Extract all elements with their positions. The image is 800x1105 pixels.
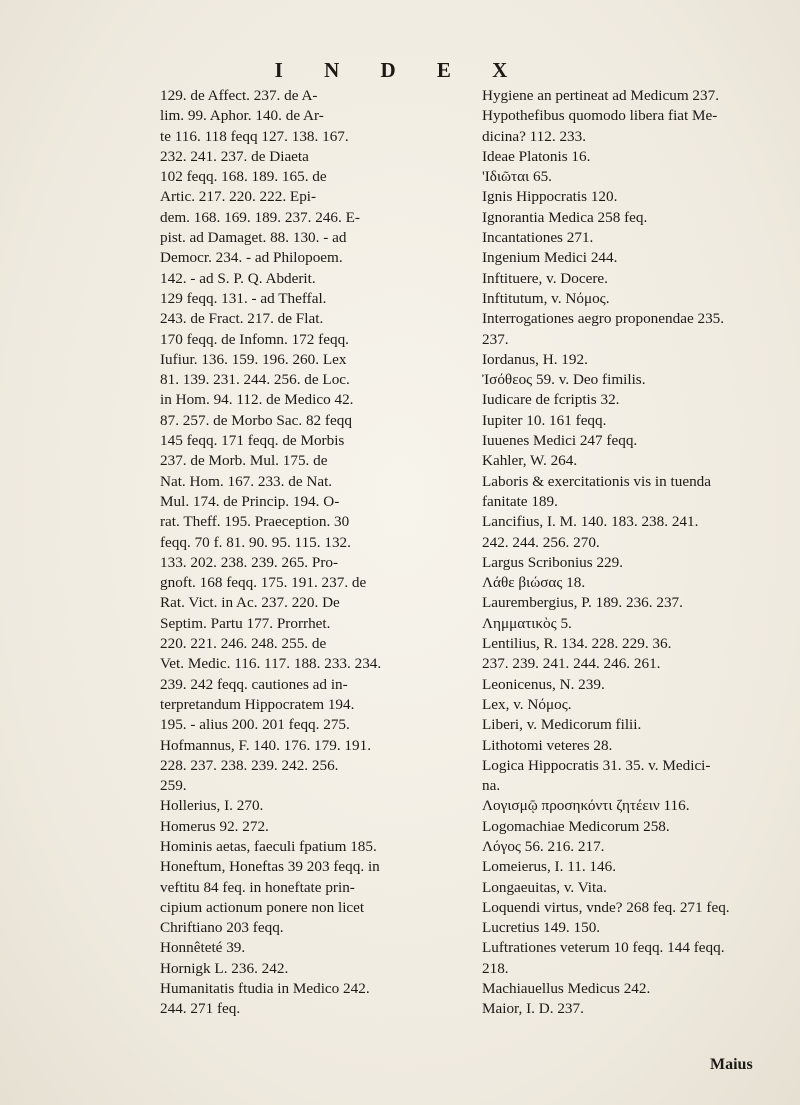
- index-line: dicina? 112. 233.: [482, 127, 587, 145]
- index-line: Λόγος 56. 216. 217.: [482, 837, 605, 855]
- index-line: 170 feqq. de Infomn. 172 feqq.: [160, 330, 349, 348]
- index-line: 129. de Affect. 237. de A-: [160, 87, 318, 104]
- index-line: 81. 139. 231. 244. 256. de Loc.: [160, 371, 350, 389]
- index-line: Λάθε βιώσας 18.: [482, 574, 586, 592]
- index-line: Hypothefibus quomodo libera fiat Me-: [482, 107, 718, 125]
- index-line: Liberi, v. Medicorum filii.: [482, 716, 642, 734]
- index-line: Hollerius, I. 270.: [160, 797, 264, 815]
- index-line: 133. 202. 238. 239. 265. Pro-: [160, 553, 339, 571]
- index-line: Lentilius, R. 134. 228. 229. 36.: [482, 635, 672, 653]
- index-line: Ideae Platonis 16.: [482, 147, 591, 165]
- index-line: 'Iδιῶται 65.: [482, 168, 552, 186]
- index-line: 142. - ad S. P. Q. Abderit.: [160, 269, 316, 287]
- index-line: gnoft. 168 feqq. 175. 191. 237. de: [160, 574, 367, 592]
- index-line: Longaeuitas, v. Vita.: [482, 878, 607, 896]
- index-line: Honnêteté 39.: [160, 939, 246, 957]
- index-line: Nat. Hom. 167. 233. de Nat.: [160, 472, 333, 490]
- index-line: Honeftum, Honeftas 39 203 feqq. in: [160, 858, 380, 876]
- index-line: feqq. 70 f. 81. 90. 95. 115. 132.: [160, 533, 351, 551]
- index-line: Laurembergius, P. 189. 236. 237.: [482, 594, 683, 612]
- index-line: 242. 244. 256. 270.: [482, 533, 600, 551]
- index-line: 129 feqq. 131. - ad Theffal.: [160, 289, 327, 307]
- index-line: rat. Theff. 195. Praeception. 30: [160, 513, 350, 531]
- index-line: Democr. 234. - ad Philopoem.: [160, 249, 343, 267]
- index-line: Hominis aetas, faeculi fpatium 185.: [160, 837, 377, 855]
- index-line: Ἰσόθεος 59. v. Deo fimilis.: [482, 371, 646, 389]
- right-column: [482, 86, 782, 1020]
- index-line: in Hom. 94. 112. de Medico 42.: [160, 391, 354, 409]
- page-header: I N D E X: [274, 58, 526, 82]
- index-line: Hofmannus, F. 140. 176. 179. 191.: [160, 736, 371, 754]
- index-line: Interrogationes aegro proponendae 235.: [482, 310, 725, 328]
- index-line: Kahler, W. 264.: [482, 452, 578, 470]
- index-line: 218.: [482, 959, 509, 977]
- index-line: 243. de Fract. 217. de Flat.: [160, 310, 324, 328]
- index-line: Iuuenes Medici 247 feqq.: [482, 432, 638, 450]
- index-line: terpretandum Hippocratem 194.: [160, 695, 355, 713]
- index-line: Inftituere, v. Docere.: [482, 269, 608, 287]
- index-line: dem. 168. 169. 189. 237. 246. E-: [160, 208, 360, 226]
- index-line: Logica Hippocratis 31. 35. v. Medici-: [482, 756, 711, 774]
- index-line: Lithotomi veteres 28.: [482, 736, 613, 754]
- index-line: Λημματικὸς 5.: [482, 614, 572, 632]
- index-line: Maior, I. D. 237.: [482, 1000, 584, 1018]
- index-line: Artic. 217. 220. 222. Epi-: [160, 188, 317, 206]
- index-line: Homerus 92. 272.: [160, 817, 269, 835]
- index-line: pist. ad Damaget. 88. 130. - ad: [160, 229, 347, 247]
- index-line: Rat. Vict. in Ac. 237. 220. De: [160, 594, 340, 612]
- index-line: Septim. Partu 177. Prorrhet.: [160, 614, 331, 632]
- index-line: cipium actionum ponere non licet: [160, 898, 365, 916]
- index-line: 237.: [482, 330, 509, 348]
- index-line: na.: [482, 777, 501, 795]
- index-line: 87. 257. de Morbo Sac. 82 feqq: [160, 411, 352, 429]
- index-line: 195. - alius 200. 201 feqq. 275.: [160, 716, 350, 734]
- index-line: Chriftiano 203 feqq.: [160, 919, 284, 937]
- index-line: Lancifius, I. M. 140. 183. 238. 241.: [482, 513, 699, 531]
- index-line: Laboris & exercitationis vis in tuenda: [482, 472, 712, 490]
- index-line: veftitu 84 feq. in honeftate prin-: [160, 878, 355, 896]
- index-line: Iufiur. 136. 159. 196. 260. Lex: [160, 350, 347, 368]
- index-line: Ignis Hippocratis 120.: [482, 188, 618, 206]
- index-line: Largus Scribonius 229.: [482, 553, 624, 571]
- index-line: Hygiene an pertineat ad Medicum 237.: [482, 87, 720, 104]
- index-line: Hornigk L. 236. 242.: [160, 959, 289, 977]
- index-line: 102 feqq. 168. 189. 165. de: [160, 168, 327, 186]
- index-line: lim. 99. Aphor. 140. de Ar-: [160, 107, 324, 125]
- index-line: Vet. Medic. 116. 117. 188. 233. 234.: [160, 655, 382, 673]
- index-line: Humanitatis ftudia in Medico 242.: [160, 980, 370, 998]
- index-line: 232. 241. 237. de Diaeta: [160, 147, 309, 165]
- index-line: Ignorantia Medica 258 feq.: [482, 208, 648, 226]
- index-line: Lucretius 149. 150.: [482, 919, 601, 937]
- index-line: Λογισμῷ προσηκόντι ζητέειν 116.: [482, 797, 690, 815]
- index-line: Ingenium Medici 244.: [482, 249, 618, 267]
- index-line: te 116. 118 feqq 127. 138. 167.: [160, 127, 349, 145]
- index-line: Leonicenus, N. 239.: [482, 675, 605, 693]
- index-line: Lomeierus, I. 11. 146.: [482, 858, 616, 876]
- index-line: Incantationes 271.: [482, 229, 594, 247]
- left-column: [160, 86, 465, 1020]
- index-line: 259.: [160, 777, 187, 795]
- index-line: Luftrationes veterum 10 feqq. 144 feqq.: [482, 939, 725, 957]
- index-line: 237. de Morb. Mul. 175. de: [160, 452, 328, 470]
- index-line: fanitate 189.: [482, 492, 558, 510]
- index-line: Iudicare de fcriptis 32.: [482, 391, 620, 409]
- index-line: 237. 239. 241. 244. 246. 261.: [482, 655, 661, 673]
- index-line: Mul. 174. de Princip. 194. O-: [160, 492, 340, 510]
- index-line: 244. 271 feq.: [160, 1000, 241, 1018]
- index-line: 220. 221. 246. 248. 255. de: [160, 635, 327, 653]
- index-line: Loquendi virtus, vnde? 268 feq. 271 feq.: [482, 898, 730, 916]
- index-line: Iupiter 10. 161 feqq.: [482, 411, 607, 429]
- index-line: Logomachiae Medicorum 258.: [482, 817, 670, 835]
- index-line: 228. 237. 238. 239. 242. 256.: [160, 756, 339, 774]
- index-line: 145 feqq. 171 feqq. de Morbis: [160, 432, 345, 450]
- index-line: Lex, v. Νόμος.: [482, 695, 572, 713]
- index-line: Inftitutum, v. Νόμος.: [482, 289, 610, 307]
- index-line: Iordanus, H. 192.: [482, 350, 588, 368]
- catchword: Maius: [710, 1056, 753, 1073]
- index-line: 239. 242 feqq. cautiones ad in-: [160, 675, 348, 693]
- index-line: Machiauellus Medicus 242.: [482, 980, 651, 998]
